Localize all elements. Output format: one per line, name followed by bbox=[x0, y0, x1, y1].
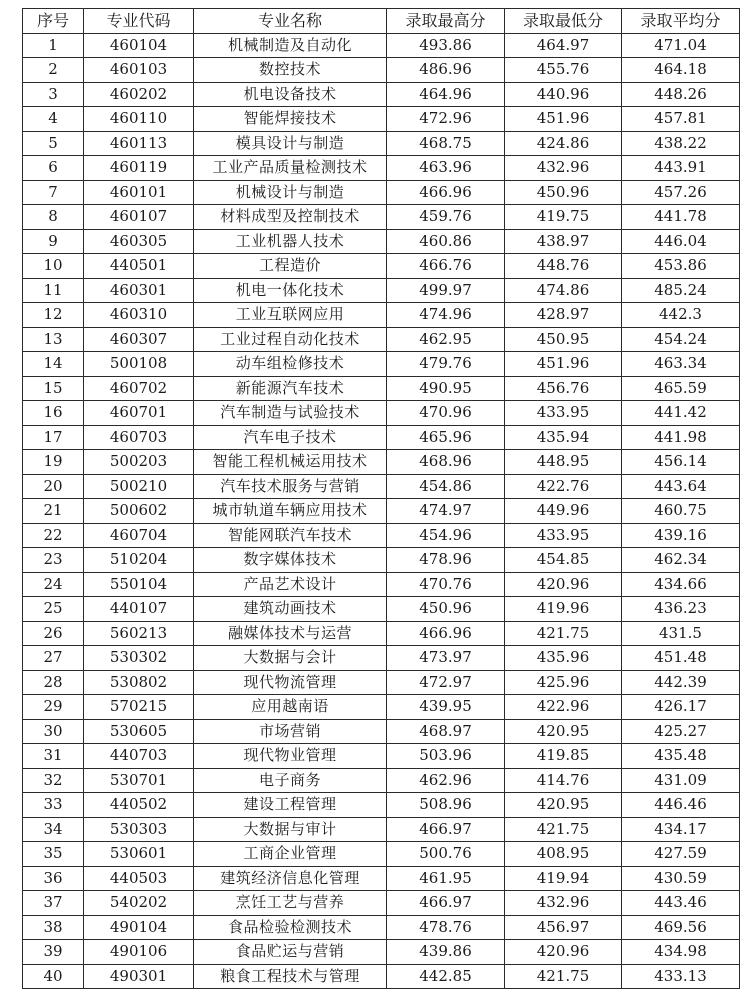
cell-name: 烹饪工艺与营养 bbox=[194, 891, 387, 916]
cell-max: 470.76 bbox=[387, 572, 505, 597]
cell-code: 490104 bbox=[84, 915, 194, 940]
cell-min: 421.75 bbox=[505, 621, 622, 646]
cell-avg: 425.27 bbox=[622, 719, 740, 744]
cell-name: 工业过程自动化技术 bbox=[194, 327, 387, 352]
cell-max: 478.76 bbox=[387, 915, 505, 940]
header-code: 专业代码 bbox=[84, 9, 194, 34]
cell-code: 460704 bbox=[84, 523, 194, 548]
cell-avg: 457.26 bbox=[622, 180, 740, 205]
cell-name: 大数据与会计 bbox=[194, 646, 387, 671]
cell-code: 460305 bbox=[84, 229, 194, 254]
table-row bbox=[23, 793, 740, 818]
table-row bbox=[23, 744, 740, 769]
cell-min: 422.76 bbox=[505, 474, 622, 499]
cell-index: 32 bbox=[23, 768, 84, 793]
cell-index: 25 bbox=[23, 597, 84, 622]
cell-avg: 456.14 bbox=[622, 450, 740, 475]
table-row bbox=[23, 205, 740, 230]
cell-name: 智能焊接技术 bbox=[194, 107, 387, 132]
cell-name: 新能源汽车技术 bbox=[194, 376, 387, 401]
cell-name: 数控技术 bbox=[194, 58, 387, 83]
cell-index: 37 bbox=[23, 891, 84, 916]
cell-avg: 443.91 bbox=[622, 156, 740, 181]
cell-avg: 431.5 bbox=[622, 621, 740, 646]
cell-name: 大数据与审计 bbox=[194, 817, 387, 842]
cell-avg: 441.78 bbox=[622, 205, 740, 230]
cell-name: 电子商务 bbox=[194, 768, 387, 793]
cell-code: 560213 bbox=[84, 621, 194, 646]
table-header bbox=[23, 9, 740, 34]
table-row bbox=[23, 964, 740, 989]
cell-name: 现代物业管理 bbox=[194, 744, 387, 769]
admission-scores-table bbox=[22, 8, 740, 989]
cell-avg: 434.17 bbox=[622, 817, 740, 842]
header-index: 序号 bbox=[23, 9, 84, 34]
table-row bbox=[23, 842, 740, 867]
table-row bbox=[23, 352, 740, 377]
table-row bbox=[23, 670, 740, 695]
cell-name: 市场营销 bbox=[194, 719, 387, 744]
cell-code: 440501 bbox=[84, 254, 194, 279]
cell-code: 460310 bbox=[84, 303, 194, 328]
cell-avg: 435.48 bbox=[622, 744, 740, 769]
cell-max: 450.96 bbox=[387, 597, 505, 622]
cell-index: 8 bbox=[23, 205, 84, 230]
cell-avg: 438.22 bbox=[622, 131, 740, 156]
cell-avg: 463.34 bbox=[622, 352, 740, 377]
cell-min: 433.95 bbox=[505, 523, 622, 548]
table-row bbox=[23, 376, 740, 401]
cell-code: 550104 bbox=[84, 572, 194, 597]
cell-code: 510204 bbox=[84, 548, 194, 573]
cell-name: 现代物流管理 bbox=[194, 670, 387, 695]
cell-min: 454.85 bbox=[505, 548, 622, 573]
cell-avg: 460.75 bbox=[622, 499, 740, 524]
cell-index: 4 bbox=[23, 107, 84, 132]
cell-name: 工业互联网应用 bbox=[194, 303, 387, 328]
cell-index: 2 bbox=[23, 58, 84, 83]
cell-index: 40 bbox=[23, 964, 84, 989]
cell-max: 465.96 bbox=[387, 425, 505, 450]
table-row bbox=[23, 719, 740, 744]
cell-avg: 431.09 bbox=[622, 768, 740, 793]
cell-min: 456.76 bbox=[505, 376, 622, 401]
cell-max: 461.95 bbox=[387, 866, 505, 891]
cell-max: 474.97 bbox=[387, 499, 505, 524]
cell-code: 530605 bbox=[84, 719, 194, 744]
cell-code: 540202 bbox=[84, 891, 194, 916]
cell-code: 460301 bbox=[84, 278, 194, 303]
cell-min: 414.76 bbox=[505, 768, 622, 793]
cell-code: 460107 bbox=[84, 205, 194, 230]
cell-index: 7 bbox=[23, 180, 84, 205]
cell-index: 29 bbox=[23, 695, 84, 720]
cell-max: 479.76 bbox=[387, 352, 505, 377]
cell-index: 34 bbox=[23, 817, 84, 842]
cell-code: 460703 bbox=[84, 425, 194, 450]
table-row bbox=[23, 646, 740, 671]
cell-min: 428.97 bbox=[505, 303, 622, 328]
cell-name: 食品贮运与营销 bbox=[194, 940, 387, 965]
cell-max: 454.96 bbox=[387, 523, 505, 548]
table-row bbox=[23, 156, 740, 181]
cell-index: 36 bbox=[23, 866, 84, 891]
table-row bbox=[23, 254, 740, 279]
cell-max: 474.96 bbox=[387, 303, 505, 328]
cell-index: 3 bbox=[23, 82, 84, 107]
cell-name: 工业产品质量检测技术 bbox=[194, 156, 387, 181]
cell-max: 468.97 bbox=[387, 719, 505, 744]
cell-index: 28 bbox=[23, 670, 84, 695]
cell-code: 460701 bbox=[84, 401, 194, 426]
cell-max: 508.96 bbox=[387, 793, 505, 818]
cell-code: 460702 bbox=[84, 376, 194, 401]
cell-min: 419.94 bbox=[505, 866, 622, 891]
cell-max: 466.96 bbox=[387, 621, 505, 646]
cell-min: 449.96 bbox=[505, 499, 622, 524]
cell-max: 472.96 bbox=[387, 107, 505, 132]
cell-name: 工商企业管理 bbox=[194, 842, 387, 867]
cell-name: 数字媒体技术 bbox=[194, 548, 387, 573]
cell-max: 464.96 bbox=[387, 82, 505, 107]
cell-avg: 465.59 bbox=[622, 376, 740, 401]
cell-name: 智能工程机械运用技术 bbox=[194, 450, 387, 475]
cell-min: 440.96 bbox=[505, 82, 622, 107]
cell-max: 460.86 bbox=[387, 229, 505, 254]
cell-code: 460307 bbox=[84, 327, 194, 352]
cell-max: 503.96 bbox=[387, 744, 505, 769]
cell-max: 466.96 bbox=[387, 180, 505, 205]
cell-code: 530303 bbox=[84, 817, 194, 842]
cell-min: 421.75 bbox=[505, 817, 622, 842]
cell-index: 23 bbox=[23, 548, 84, 573]
cell-index: 19 bbox=[23, 450, 84, 475]
table-row bbox=[23, 450, 740, 475]
cell-name: 汽车制造与试验技术 bbox=[194, 401, 387, 426]
table-row bbox=[23, 940, 740, 965]
table-row bbox=[23, 768, 740, 793]
cell-code: 460119 bbox=[84, 156, 194, 181]
table-row bbox=[23, 499, 740, 524]
cell-code: 440502 bbox=[84, 793, 194, 818]
cell-avg: 469.56 bbox=[622, 915, 740, 940]
cell-min: 448.95 bbox=[505, 450, 622, 475]
cell-min: 438.97 bbox=[505, 229, 622, 254]
table-row bbox=[23, 303, 740, 328]
table-row bbox=[23, 548, 740, 573]
table-row bbox=[23, 572, 740, 597]
header-avg: 录取平均分 bbox=[622, 9, 740, 34]
cell-max: 472.97 bbox=[387, 670, 505, 695]
cell-avg: 441.42 bbox=[622, 401, 740, 426]
cell-code: 500602 bbox=[84, 499, 194, 524]
cell-max: 466.97 bbox=[387, 817, 505, 842]
cell-avg: 434.98 bbox=[622, 940, 740, 965]
cell-min: 432.96 bbox=[505, 891, 622, 916]
header-name: 专业名称 bbox=[194, 9, 387, 34]
cell-min: 420.95 bbox=[505, 793, 622, 818]
cell-max: 478.96 bbox=[387, 548, 505, 573]
cell-max: 439.86 bbox=[387, 940, 505, 965]
cell-max: 463.96 bbox=[387, 156, 505, 181]
table-row bbox=[23, 327, 740, 352]
table-row bbox=[23, 695, 740, 720]
cell-avg: 457.81 bbox=[622, 107, 740, 132]
cell-max: 442.85 bbox=[387, 964, 505, 989]
cell-name: 机械设计与制造 bbox=[194, 180, 387, 205]
cell-name: 材料成型及控制技术 bbox=[194, 205, 387, 230]
cell-min: 425.96 bbox=[505, 670, 622, 695]
table-row bbox=[23, 180, 740, 205]
cell-name: 建筑经济信息化管理 bbox=[194, 866, 387, 891]
cell-min: 474.86 bbox=[505, 278, 622, 303]
cell-max: 470.96 bbox=[387, 401, 505, 426]
cell-max: 466.97 bbox=[387, 891, 505, 916]
cell-avg: 453.86 bbox=[622, 254, 740, 279]
cell-avg: 446.04 bbox=[622, 229, 740, 254]
cell-max: 499.97 bbox=[387, 278, 505, 303]
cell-name: 粮食工程技术与管理 bbox=[194, 964, 387, 989]
cell-code: 440503 bbox=[84, 866, 194, 891]
cell-index: 17 bbox=[23, 425, 84, 450]
cell-avg: 433.13 bbox=[622, 964, 740, 989]
cell-avg: 443.46 bbox=[622, 891, 740, 916]
cell-index: 21 bbox=[23, 499, 84, 524]
cell-code: 460104 bbox=[84, 33, 194, 58]
cell-index: 11 bbox=[23, 278, 84, 303]
cell-max: 486.96 bbox=[387, 58, 505, 83]
cell-name: 机械制造及自动化 bbox=[194, 33, 387, 58]
cell-avg: 426.17 bbox=[622, 695, 740, 720]
cell-code: 460101 bbox=[84, 180, 194, 205]
table-row bbox=[23, 891, 740, 916]
cell-min: 464.97 bbox=[505, 33, 622, 58]
cell-max: 500.76 bbox=[387, 842, 505, 867]
cell-max: 454.86 bbox=[387, 474, 505, 499]
cell-avg: 464.18 bbox=[622, 58, 740, 83]
cell-min: 408.95 bbox=[505, 842, 622, 867]
table-body bbox=[23, 33, 740, 989]
table-row bbox=[23, 474, 740, 499]
cell-avg: 427.59 bbox=[622, 842, 740, 867]
header-min: 录取最低分 bbox=[505, 9, 622, 34]
cell-avg: 462.34 bbox=[622, 548, 740, 573]
cell-name: 智能网联汽车技术 bbox=[194, 523, 387, 548]
table-row bbox=[23, 621, 740, 646]
table-row bbox=[23, 866, 740, 891]
cell-index: 38 bbox=[23, 915, 84, 940]
cell-avg: 446.46 bbox=[622, 793, 740, 818]
cell-max: 459.76 bbox=[387, 205, 505, 230]
cell-index: 1 bbox=[23, 33, 84, 58]
table-row bbox=[23, 597, 740, 622]
table-row bbox=[23, 401, 740, 426]
table-row bbox=[23, 58, 740, 83]
cell-index: 5 bbox=[23, 131, 84, 156]
cell-index: 22 bbox=[23, 523, 84, 548]
cell-index: 14 bbox=[23, 352, 84, 377]
cell-name: 汽车电子技术 bbox=[194, 425, 387, 450]
cell-code: 440107 bbox=[84, 597, 194, 622]
cell-code: 530802 bbox=[84, 670, 194, 695]
cell-code: 570215 bbox=[84, 695, 194, 720]
cell-index: 10 bbox=[23, 254, 84, 279]
cell-avg: 430.59 bbox=[622, 866, 740, 891]
cell-min: 456.97 bbox=[505, 915, 622, 940]
cell-code: 500203 bbox=[84, 450, 194, 475]
cell-min: 451.96 bbox=[505, 352, 622, 377]
cell-name: 动车组检修技术 bbox=[194, 352, 387, 377]
table-row bbox=[23, 817, 740, 842]
cell-code: 460103 bbox=[84, 58, 194, 83]
cell-max: 462.95 bbox=[387, 327, 505, 352]
cell-code: 500210 bbox=[84, 474, 194, 499]
cell-min: 455.76 bbox=[505, 58, 622, 83]
cell-min: 432.96 bbox=[505, 156, 622, 181]
cell-name: 产品艺术设计 bbox=[194, 572, 387, 597]
cell-min: 451.96 bbox=[505, 107, 622, 132]
cell-index: 15 bbox=[23, 376, 84, 401]
admission-scores-table-container bbox=[22, 8, 740, 989]
cell-index: 27 bbox=[23, 646, 84, 671]
cell-avg: 471.04 bbox=[622, 33, 740, 58]
cell-index: 20 bbox=[23, 474, 84, 499]
cell-avg: 442.3 bbox=[622, 303, 740, 328]
cell-name: 建设工程管理 bbox=[194, 793, 387, 818]
cell-index: 24 bbox=[23, 572, 84, 597]
cell-name: 机电设备技术 bbox=[194, 82, 387, 107]
table-row bbox=[23, 915, 740, 940]
cell-min: 420.95 bbox=[505, 719, 622, 744]
cell-code: 460110 bbox=[84, 107, 194, 132]
cell-max: 493.86 bbox=[387, 33, 505, 58]
cell-min: 419.75 bbox=[505, 205, 622, 230]
cell-index: 31 bbox=[23, 744, 84, 769]
cell-index: 33 bbox=[23, 793, 84, 818]
table-row bbox=[23, 107, 740, 132]
cell-avg: 448.26 bbox=[622, 82, 740, 107]
cell-name: 融媒体技术与运营 bbox=[194, 621, 387, 646]
cell-avg: 439.16 bbox=[622, 523, 740, 548]
cell-name: 食品检验检测技术 bbox=[194, 915, 387, 940]
cell-index: 30 bbox=[23, 719, 84, 744]
cell-min: 420.96 bbox=[505, 572, 622, 597]
table-row bbox=[23, 229, 740, 254]
cell-index: 9 bbox=[23, 229, 84, 254]
cell-avg: 454.24 bbox=[622, 327, 740, 352]
cell-index: 12 bbox=[23, 303, 84, 328]
cell-min: 450.96 bbox=[505, 180, 622, 205]
cell-min: 450.95 bbox=[505, 327, 622, 352]
cell-max: 462.96 bbox=[387, 768, 505, 793]
table-row bbox=[23, 278, 740, 303]
cell-min: 424.86 bbox=[505, 131, 622, 156]
cell-avg: 443.64 bbox=[622, 474, 740, 499]
cell-code: 460202 bbox=[84, 82, 194, 107]
cell-index: 13 bbox=[23, 327, 84, 352]
cell-min: 448.76 bbox=[505, 254, 622, 279]
cell-avg: 436.23 bbox=[622, 597, 740, 622]
header-row bbox=[23, 9, 740, 34]
table-row bbox=[23, 82, 740, 107]
cell-avg: 441.98 bbox=[622, 425, 740, 450]
table-row bbox=[23, 425, 740, 450]
cell-max: 473.97 bbox=[387, 646, 505, 671]
cell-max: 490.95 bbox=[387, 376, 505, 401]
table-row bbox=[23, 523, 740, 548]
cell-index: 16 bbox=[23, 401, 84, 426]
cell-name: 工业机器人技术 bbox=[194, 229, 387, 254]
cell-code: 460113 bbox=[84, 131, 194, 156]
cell-max: 468.75 bbox=[387, 131, 505, 156]
cell-code: 490106 bbox=[84, 940, 194, 965]
cell-code: 500108 bbox=[84, 352, 194, 377]
cell-min: 435.94 bbox=[505, 425, 622, 450]
cell-avg: 442.39 bbox=[622, 670, 740, 695]
cell-index: 35 bbox=[23, 842, 84, 867]
cell-name: 建筑动画技术 bbox=[194, 597, 387, 622]
cell-avg: 434.66 bbox=[622, 572, 740, 597]
cell-min: 419.85 bbox=[505, 744, 622, 769]
cell-min: 435.96 bbox=[505, 646, 622, 671]
cell-index: 39 bbox=[23, 940, 84, 965]
header-max: 录取最高分 bbox=[387, 9, 505, 34]
cell-min: 422.96 bbox=[505, 695, 622, 720]
table-row bbox=[23, 131, 740, 156]
cell-code: 530701 bbox=[84, 768, 194, 793]
cell-code: 490301 bbox=[84, 964, 194, 989]
cell-avg: 451.48 bbox=[622, 646, 740, 671]
cell-min: 421.75 bbox=[505, 964, 622, 989]
cell-min: 419.96 bbox=[505, 597, 622, 622]
cell-max: 466.76 bbox=[387, 254, 505, 279]
cell-code: 440703 bbox=[84, 744, 194, 769]
cell-name: 城市轨道车辆应用技术 bbox=[194, 499, 387, 524]
cell-max: 468.96 bbox=[387, 450, 505, 475]
cell-min: 420.96 bbox=[505, 940, 622, 965]
table-row bbox=[23, 33, 740, 58]
cell-index: 6 bbox=[23, 156, 84, 181]
cell-code: 530302 bbox=[84, 646, 194, 671]
cell-name: 工程造价 bbox=[194, 254, 387, 279]
cell-max: 439.95 bbox=[387, 695, 505, 720]
cell-code: 530601 bbox=[84, 842, 194, 867]
cell-min: 433.95 bbox=[505, 401, 622, 426]
cell-avg: 485.24 bbox=[622, 278, 740, 303]
cell-name: 应用越南语 bbox=[194, 695, 387, 720]
cell-name: 模具设计与制造 bbox=[194, 131, 387, 156]
cell-name: 汽车技术服务与营销 bbox=[194, 474, 387, 499]
cell-name: 机电一体化技术 bbox=[194, 278, 387, 303]
cell-index: 26 bbox=[23, 621, 84, 646]
